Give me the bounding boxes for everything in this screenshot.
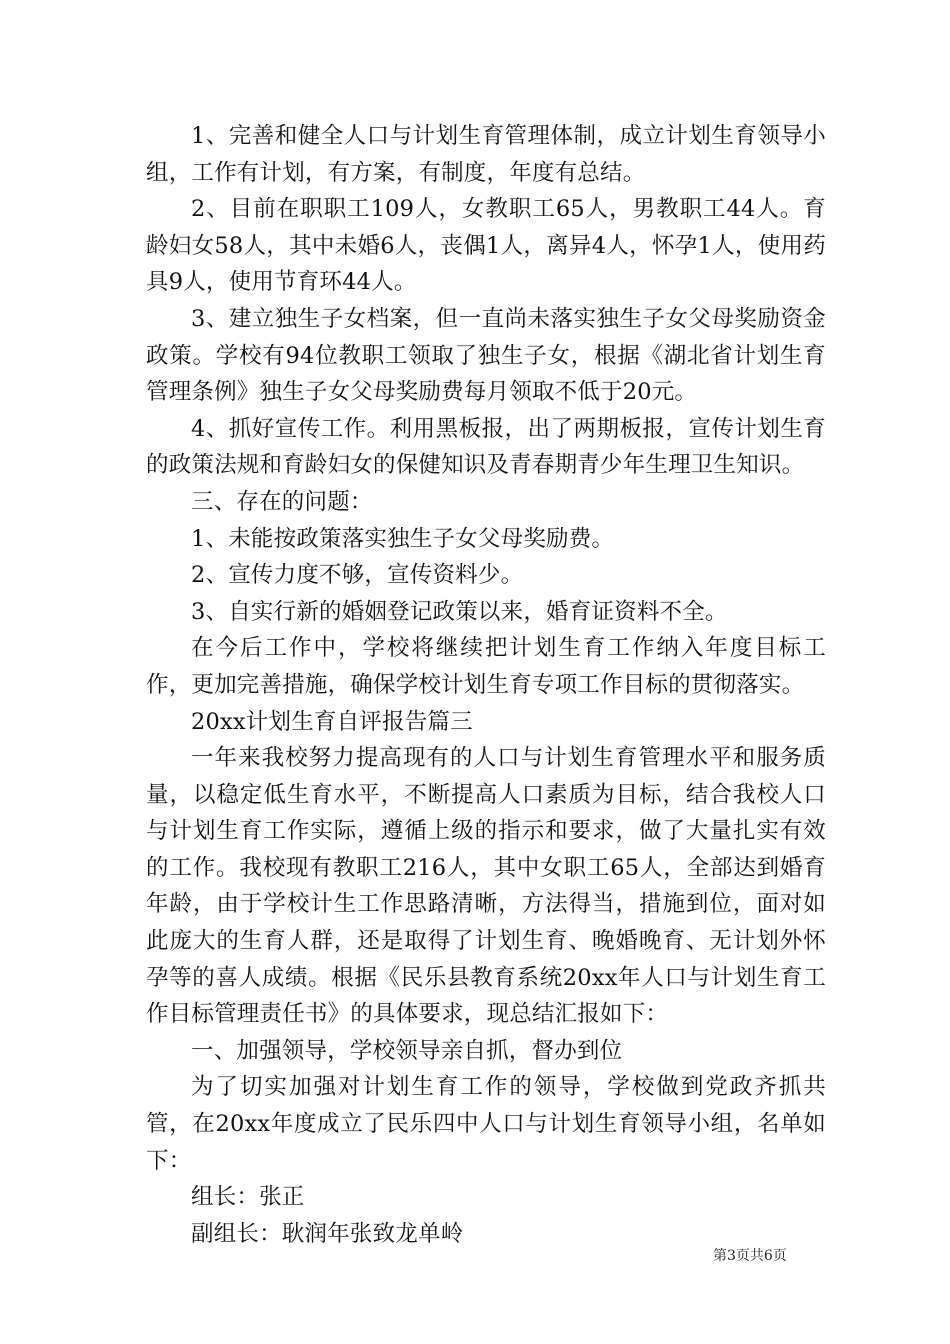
report-part-title: 20xx计划生育自评报告篇三	[191, 708, 473, 735]
leadership-group-paragraph: 为了切实加强对计划生育工作的领导，学校做到党政齐抓共管，在20xx年度成立了民乐四中人口与计划生育领导小组，名单如下：	[146, 1074, 826, 1174]
annual-summary-paragraph: 一年来我校努力提高现有的人口与计划生育管理水平和服务质量，以稳定低生育水平，不断提高人口素质为目标，结合我校人口与计划生育工作实际，遵循上级的指示和要求，做了大量扎实有效的工作。我校现有教职工216人，其中女职工65人，全部达到婚育年龄，由于学校计生工作思路清晰，方法得当，措施到位，面对如此庞大的生育人群，还是取得了计划生育、晚婚晚育、无计划外怀孕等的喜人成绩。根据《民乐县教育系统20xx年人口与计划生育工作目标管理责任书》的具体要求，现总结汇报如下：	[146, 745, 826, 1028]
paragraph-item-2: 2、目前在职职工109人，女教职工65人，男教职工44人。育龄妇女58人，其中未婚6人，丧偶1人，离异4人，怀孕1人，使用药具9人，使用节育环44人。	[146, 196, 826, 296]
section-heading-leadership: 一、加强领导，学校领导亲自抓，督办到位	[191, 1037, 623, 1064]
paragraph-item-4: 4、抓好宣传工作。利用黑板报，出了两期板报，宣传计划生育的政策法规和育龄妇女的保健知识及青春期青少年生理卫生知识。	[146, 415, 826, 479]
problem-item-3: 3、自实行新的婚姻登记政策以来，婚育证资料不全。	[191, 598, 728, 625]
paragraph-item-3: 3、建立独生子女档案，但一直尚未落实独生子女父母奖励资金政策。学校有94位教职工领取了独生子女，根据《湖北省计划生育管理条例》独生子女父母奖励费每月领取不低于20元。	[146, 305, 826, 406]
problem-item-1: 1、未能按政策落实独生子女父母奖励费。	[191, 525, 615, 552]
page-number-footer: 第3页共6页	[713, 1248, 787, 1264]
document-body	[146, 118, 826, 1252]
group-leader-line: 组长：张正	[191, 1184, 305, 1211]
problem-item-2: 2、宣传力度不够，宣传资料少。	[191, 562, 524, 589]
deputy-leader-line: 副组长：耿润年张致龙单岭	[191, 1220, 464, 1247]
section-heading-problems: 三、存在的问题：	[191, 488, 373, 515]
future-work-paragraph: 在今后工作中，学校将继续把计划生育工作纳入年度目标工作，更加完善措施，确保学校计划生育专项工作目标的贯彻落实。	[146, 635, 826, 698]
paragraph-item-1: 1、完善和健全人口与计划生育管理体制，成立计划生育领导小组，工作有计划，有方案，有制度，年度有总结。	[146, 123, 826, 186]
